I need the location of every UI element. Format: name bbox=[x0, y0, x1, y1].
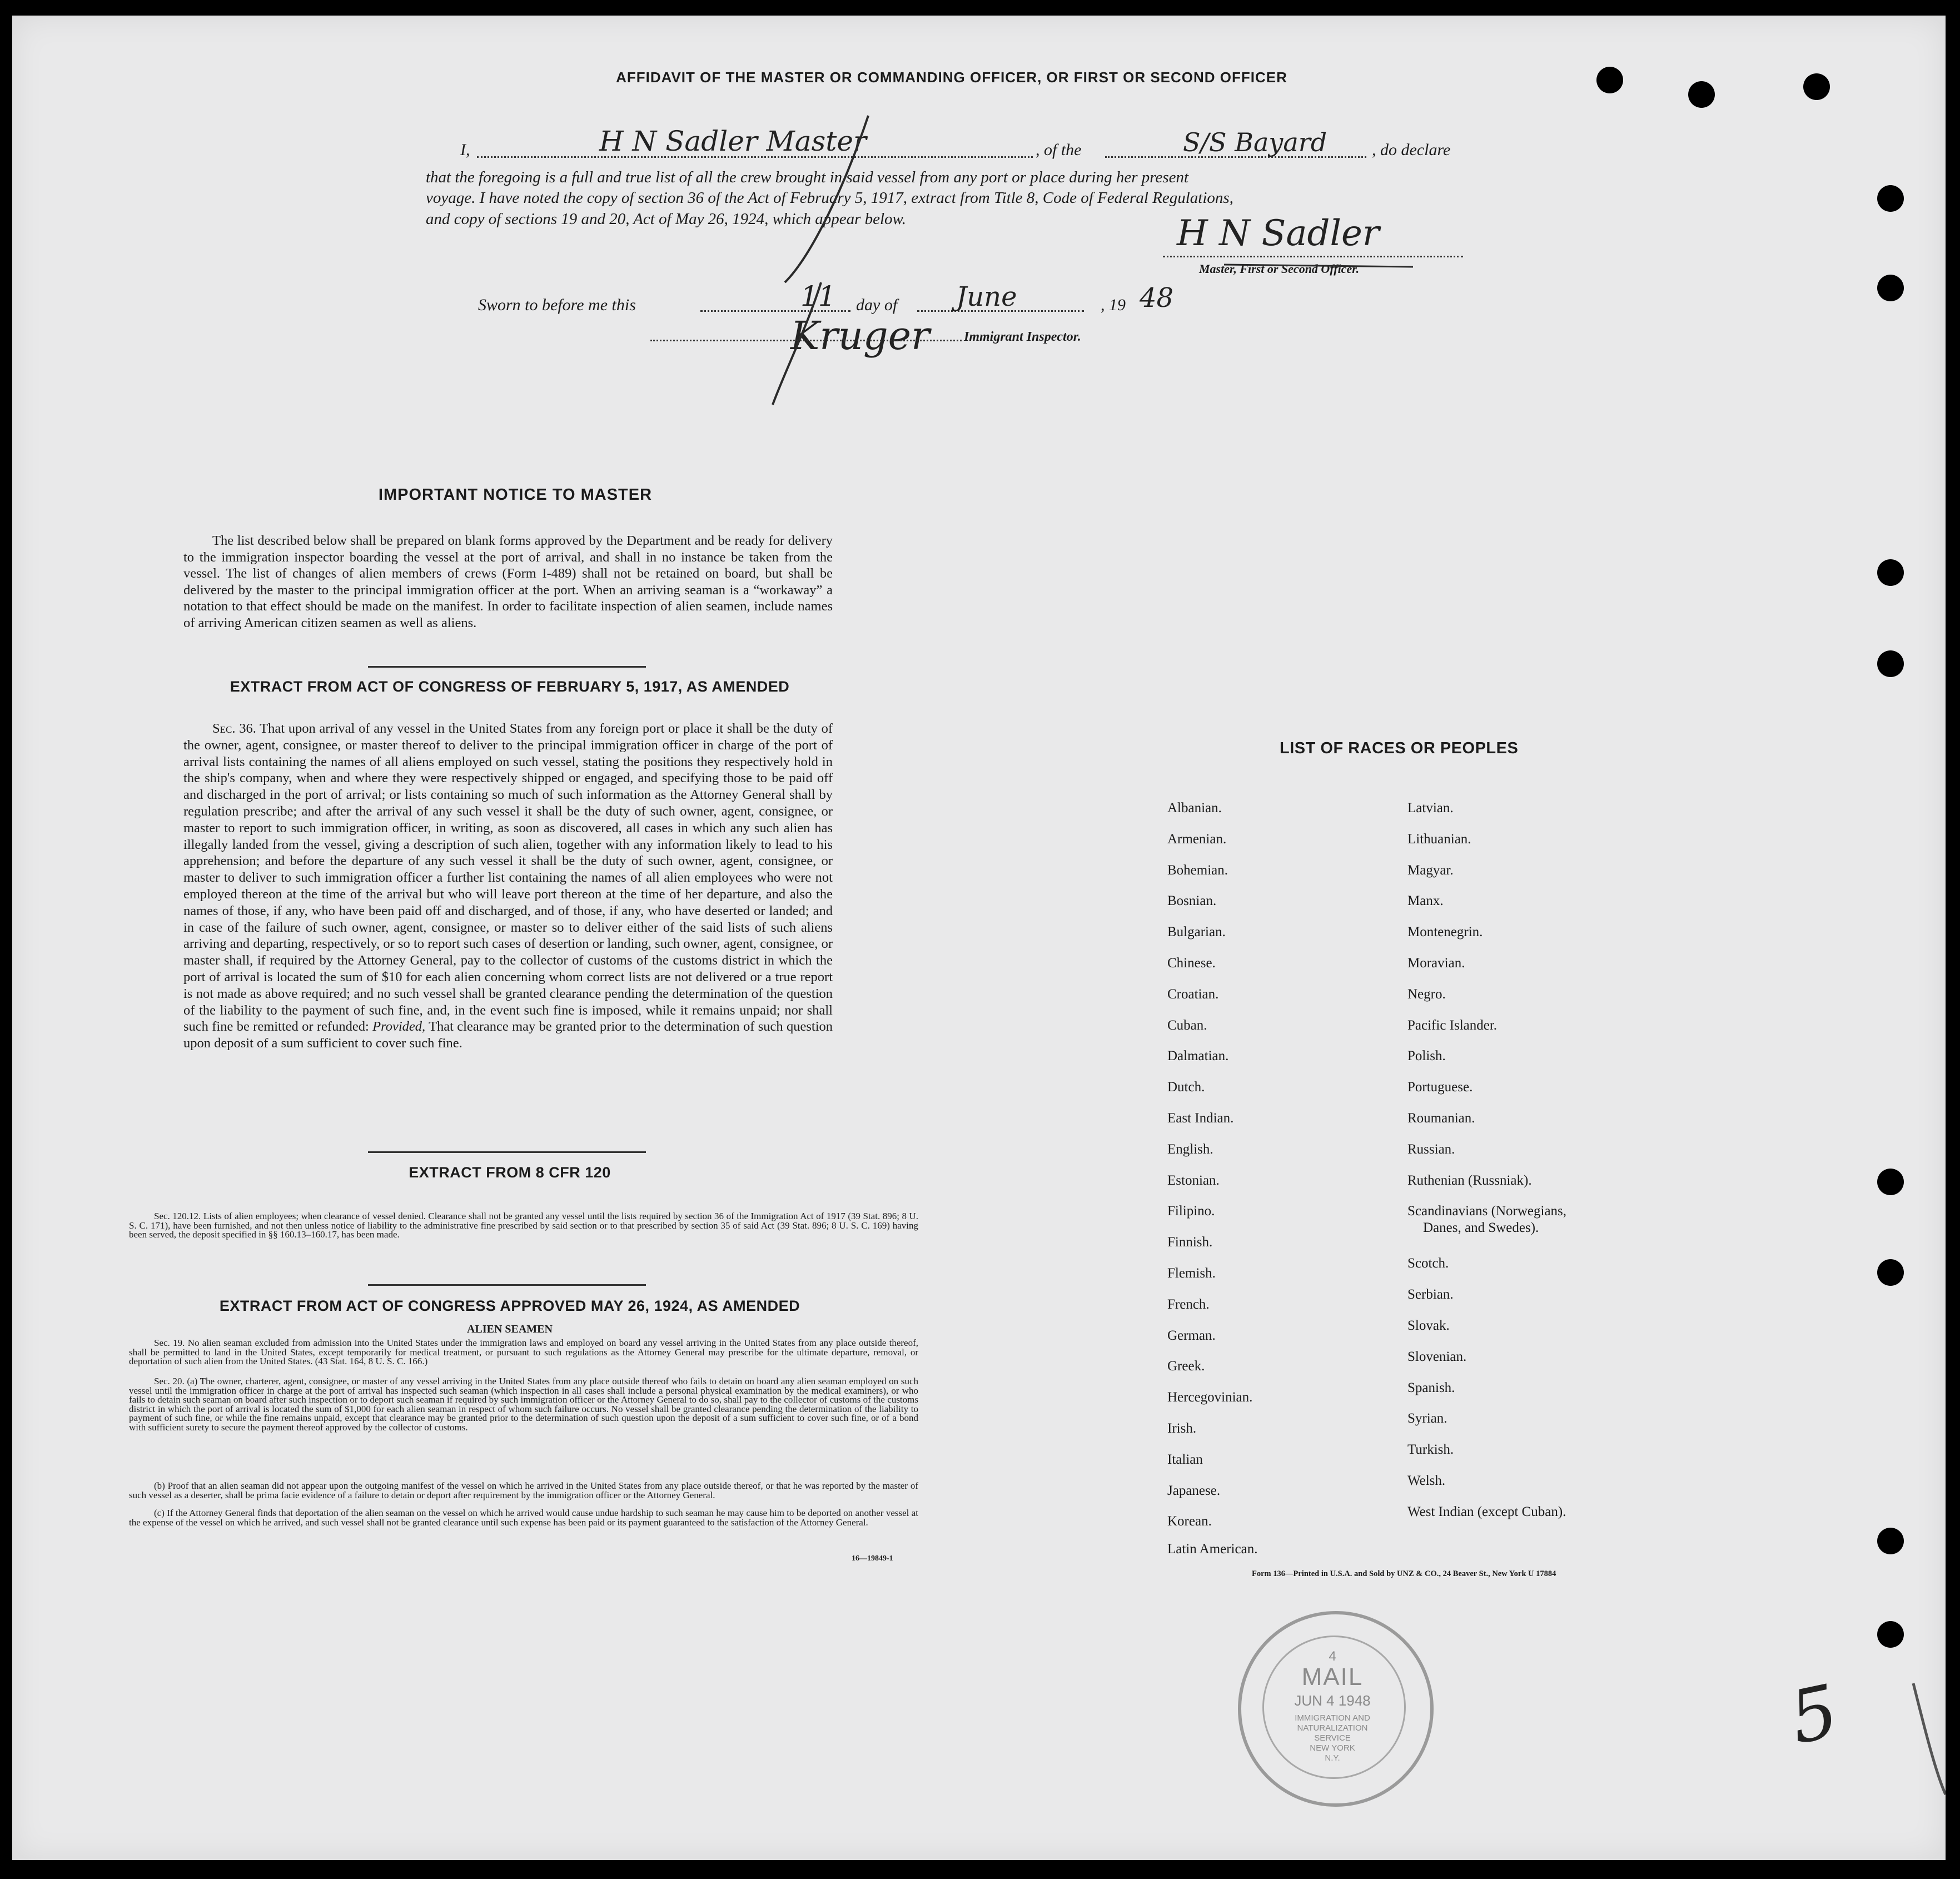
month-handwritten: June bbox=[956, 281, 1017, 312]
race-item: Filipino. bbox=[1167, 1204, 1215, 1219]
stamp-line5: N.Y. bbox=[1325, 1753, 1340, 1763]
race-item: Estonian. bbox=[1167, 1172, 1220, 1188]
race-item: Russian. bbox=[1407, 1141, 1455, 1157]
race-item: Albanian. bbox=[1167, 801, 1222, 816]
race-item: Croatian. bbox=[1167, 986, 1219, 1002]
affidavit-title: AFFIDAVIT OF THE MASTER OR COMMANDING OFFICER, OR FIRST OR SECOND OFFICER bbox=[616, 69, 1287, 86]
stamp-number: 4 bbox=[1329, 1649, 1336, 1664]
vessel-handwritten: S/S Bayard bbox=[1183, 127, 1327, 157]
stamp-line3: SERVICE bbox=[1314, 1733, 1351, 1743]
race-item: Lithuanian. bbox=[1407, 831, 1471, 847]
race-item: Montenegrin. bbox=[1407, 924, 1483, 940]
race-item: Moravian. bbox=[1407, 956, 1465, 971]
corner-mark-handwritten: 5 bbox=[1783, 1668, 1845, 1761]
sec-20a-text: Sec. 20. (a) The owner, charterer, agent, consignee, or master of any vessel arriving in the United States from any place outside thereof who fails to detain on board any alien seaman employed on such vessel until the immigration officer in charge at the port of arrival has inspected such seaman (which inspection in all cases shall include a personal physical examination by the medical examiners), or who fails to detain such seaman on board after such inspection or to deport such seaman if required by such immigration officer or the Attorney General to do so, shall pay to the collector of customs of the customs district in which the port of arrival is located the sum of $1,000 for each alien seaman in respect of whom such failure occurs. No vessel shall be granted clearance pending the determination of the liability to payment of such fine, or while the fine remains unpaid, except that clearance may be granted prior to the determination of such question upon the deposit of a sum sufficient to cover such fine, or of a bond with sufficient surety to secure the payment thereof approved by the collector of customs. bbox=[129, 1376, 918, 1433]
race-item: Danes, and Swedes). bbox=[1423, 1220, 1539, 1236]
race-item: Turkish. bbox=[1407, 1442, 1454, 1458]
race-item: Portuguese. bbox=[1407, 1080, 1473, 1095]
inspector-signature: Kruger bbox=[790, 313, 930, 359]
stamp-line2: NATURALIZATION bbox=[1297, 1723, 1368, 1733]
race-item: Irish. bbox=[1167, 1421, 1197, 1436]
master-name-handwritten: H N Sadler Master bbox=[599, 125, 867, 157]
stamp-line4: NEW YORK bbox=[1310, 1743, 1355, 1753]
race-item: Latvian. bbox=[1407, 801, 1454, 816]
race-item: Manx. bbox=[1407, 893, 1444, 909]
master-signature: H N Sadler bbox=[1177, 213, 1380, 254]
race-item: French. bbox=[1167, 1296, 1210, 1312]
race-item: Slovak. bbox=[1407, 1318, 1450, 1333]
stamp-word: MAIL bbox=[1301, 1663, 1364, 1691]
race-item: Chinese. bbox=[1167, 956, 1216, 971]
race-item: Italian bbox=[1167, 1451, 1203, 1467]
sec-19-text: Sec. 19. No alien seaman excluded from admission into the United States under the immigration laws and employed on board any vessel arriving in the United States from any place outside thereof, shall be permitted to land in the United States, except temporarily for medical treatment, or pursuant to such regulations as the Attorney General may prescribe for the ultimate departure, removal, or deportation of such alien from the United States. (43 Stat. 164, 8 U. S. C. 166.) bbox=[129, 1338, 918, 1366]
provided-label: Provided, bbox=[372, 1019, 426, 1035]
race-item: Latin American. bbox=[1167, 1542, 1258, 1557]
race-item: Dalmatian. bbox=[1167, 1048, 1229, 1064]
race-item: Korean. bbox=[1167, 1514, 1212, 1529]
i-label: I, bbox=[460, 141, 470, 159]
do-declare-label: , do declare bbox=[1372, 141, 1451, 159]
of-the-label: , of the bbox=[1036, 141, 1082, 159]
affidavit-line3: voyage. I have noted the copy of section 36 of the Act of February 5, 1917, extract from Title 8, Code of Federal Regulations, bbox=[426, 189, 1233, 207]
race-item: Scandinavians (Norwegians, bbox=[1407, 1204, 1567, 1219]
race-item: Roumanian. bbox=[1407, 1111, 1475, 1126]
race-item: Armenian. bbox=[1167, 831, 1227, 847]
sec-36-label: Sec. 36. bbox=[212, 721, 256, 736]
document-page bbox=[12, 16, 1946, 1860]
extract-cfr-title: EXTRACT FROM 8 CFR 120 bbox=[409, 1164, 611, 1181]
sworn-label: Sworn to before me this bbox=[478, 296, 636, 314]
race-item: German. bbox=[1167, 1328, 1216, 1343]
stamp-line1: IMMIGRATION AND bbox=[1295, 1713, 1370, 1723]
race-item: Welsh. bbox=[1407, 1473, 1446, 1488]
alien-seamen-subtitle: ALIEN SEAMEN bbox=[467, 1323, 553, 1335]
day-of-label: day of bbox=[856, 296, 898, 314]
race-item: Polish. bbox=[1407, 1048, 1446, 1064]
race-item: Bulgarian. bbox=[1167, 924, 1226, 940]
year-handwritten: 48 bbox=[1140, 282, 1174, 314]
inspector-caption: Immigrant Inspector. bbox=[964, 330, 1081, 344]
affidavit-line4: and copy of sections 19 and 20, Act of May 26, 1924, which appear below. bbox=[426, 210, 906, 228]
form-print-line: Form 136—Printed in U.S.A. and Sold by UNZ & CO., 24 Beaver St., New York U 17884 bbox=[1252, 1569, 1556, 1578]
races-title: LIST OF RACES OR PEOPLES bbox=[1280, 739, 1519, 757]
race-item: Hercegovinian. bbox=[1167, 1390, 1253, 1405]
affidavit-line2: that the foregoing is a full and true list of all the crew brought in said vessel from any port or place during her present bbox=[426, 168, 1189, 186]
day-handwritten: 11 bbox=[800, 280, 836, 312]
sec-36-text-end: That clearance may be granted prior to the determination of such question upon deposit of a sum sufficient to cover such fine. bbox=[183, 1019, 833, 1051]
extract-1924-title: EXTRACT FROM ACT OF CONGRESS APPROVED MAY 26, 1924, AS AMENDED bbox=[219, 1298, 800, 1314]
race-item: Negro. bbox=[1407, 986, 1446, 1002]
race-item: Syrian. bbox=[1407, 1411, 1447, 1426]
race-item: East Indian. bbox=[1167, 1111, 1234, 1126]
extract-1917-title: EXTRACT FROM ACT OF CONGRESS OF FEBRUARY 5, 1917, AS AMENDED bbox=[230, 678, 790, 695]
race-item: English. bbox=[1167, 1141, 1213, 1157]
sec-20c-text: (c) If the Attorney General finds that deportation of the alien seaman on the vessel on which he arrived would cause undue hardship to such seaman he may cause him to be deported on another vessel at the expense of the vessel on which he arrived, and such vessel shall not be granted clearance until such expense has been paid or its payment guaranteed to the satisfaction of the Attorney General. bbox=[129, 1508, 918, 1528]
race-item: Bosnian. bbox=[1167, 893, 1217, 909]
sec-36-text: That upon arrival of any vessel in the United States from any foreign port or place it shall be the duty of the owner, agent, consignee, or master thereof to deliver to the principal immigration officer in charge of the port of arrival lists containing the names of all aliens employed on such vessel, stating the positions they respectively hold in the ship's company, when and where they were respectively shipped or engaged, and specifying those to be paid off and discharged in the port of arrival; or lists containing so much of such information as the Attorney General shall by regulation prescribe; and after the arrival of any such vessel it shall be the duty of such owner, agent, consignee, or master to report to such immigration officer, in writing, as soon as discovered, all cases in which any such alien has illegally landed from the vessel, giving a description of such alien, together with any information likely to lead to his apprehension; and before the departure of any such vessel it shall be the duty of such owner, agent, consignee, or master to deliver to such immigration officer a further list containing the names of all alien employees who were not employed thereon at the time of the arrival but who will leave port thereon at the time of her departure, and also the names of those, if any, who have been paid off and discharged, and of those, if any, who have deserted or landed; and in case of the failure of such owner, agent, consignee, or master so to deliver either of the said lists of such aliens arriving and departing, respectively, or so to report such cases of desertion or landing, such owner, agent, consignee, or master shall, if required by the Attorney General, pay to the collector of customs of the customs district in which the port of arrival is located the sum of $10 for each alien concerning whom correct lists are not delivered or a true report is not made as above required; and no such vessel shall be granted clearance pending the determination of the question of the liability to the payment of such fine, and, in the event such fine is imposed, while it remains unpaid; nor shall such fine be remitted or refunded: bbox=[183, 721, 833, 1035]
race-item: Bohemian. bbox=[1167, 862, 1228, 878]
race-item: Finnish. bbox=[1167, 1235, 1213, 1250]
race-item: Ruthenian (Russniak). bbox=[1407, 1172, 1532, 1188]
notice-title: IMPORTANT NOTICE TO MASTER bbox=[378, 486, 653, 504]
race-item: Slovenian. bbox=[1407, 1349, 1467, 1364]
pen-strokes bbox=[12, 16, 1946, 1860]
race-item: Pacific Islander. bbox=[1407, 1017, 1498, 1033]
pen-stroke bbox=[1224, 265, 1413, 267]
pen-stroke bbox=[1913, 1683, 1946, 1795]
race-item: Scotch. bbox=[1407, 1256, 1449, 1271]
stamp-date: JUN 4 1948 bbox=[1294, 1692, 1371, 1709]
race-item: Magyar. bbox=[1407, 862, 1454, 878]
race-item: Serbian. bbox=[1407, 1287, 1454, 1303]
race-item: Flemish. bbox=[1167, 1266, 1216, 1281]
race-item: Cuban. bbox=[1167, 1017, 1207, 1033]
sec-20b-text: (b) Proof that an alien seaman did not appear upon the outgoing manifest of the vessel on which he arrived in the United States from any place outside thereof, or that he was reported by the master of such vessel as a deserter, shall be prima facie evidence of a failure to detain or deport after requirement by the immigration officer or the Attorney General. bbox=[129, 1480, 918, 1500]
pen-stroke bbox=[785, 116, 868, 282]
race-item: Japanese. bbox=[1167, 1483, 1221, 1498]
race-item: Dutch. bbox=[1167, 1080, 1205, 1095]
race-item: Greek. bbox=[1167, 1359, 1205, 1374]
extract-cfr-body: Sec. 120.12. Lists of alien employees; when clearance of vessel denied. Clearance shall not be granted any vessel until the lists required by section 36 of the Immigration Act of 1917 (39 Stat. 896; 8 U. S. C. 171), have been furnished, and not then unless notice of liability to the administrative fine prescribed by said section or to that prescribed by section 35 of said Act (39 Stat. 896; 8 U. S. C. 169) having been served, the deposit specified in §§ 160.13–160.17, has been made. bbox=[129, 1211, 918, 1240]
notice-body: The list described below shall be prepared on blank forms approved by the Department and be ready for delivery to the immigration inspector boarding the vessel at the port of arrival, and shall in no instance be taken from the vessel. The list of changes of alien members of crews (Form I-489) shall not be retained on board, but shall be delivered by the master to the principal immigration officer at the port. When an arriving seaman is a “workaway” a notation to that effect should be made on the manifest. In order to facilitate inspection of alien seamen, include names of arriving American citizen seamen as well as aliens. bbox=[183, 533, 833, 630]
print-code: 16—19849-1 bbox=[852, 1554, 893, 1563]
master-caption: Master, First or Second Officer. bbox=[1199, 262, 1360, 276]
race-item: West Indian (except Cuban). bbox=[1407, 1504, 1566, 1519]
year-prefix: , 19 bbox=[1101, 296, 1126, 314]
race-item: Spanish. bbox=[1407, 1380, 1455, 1395]
pen-stroke bbox=[773, 282, 821, 405]
